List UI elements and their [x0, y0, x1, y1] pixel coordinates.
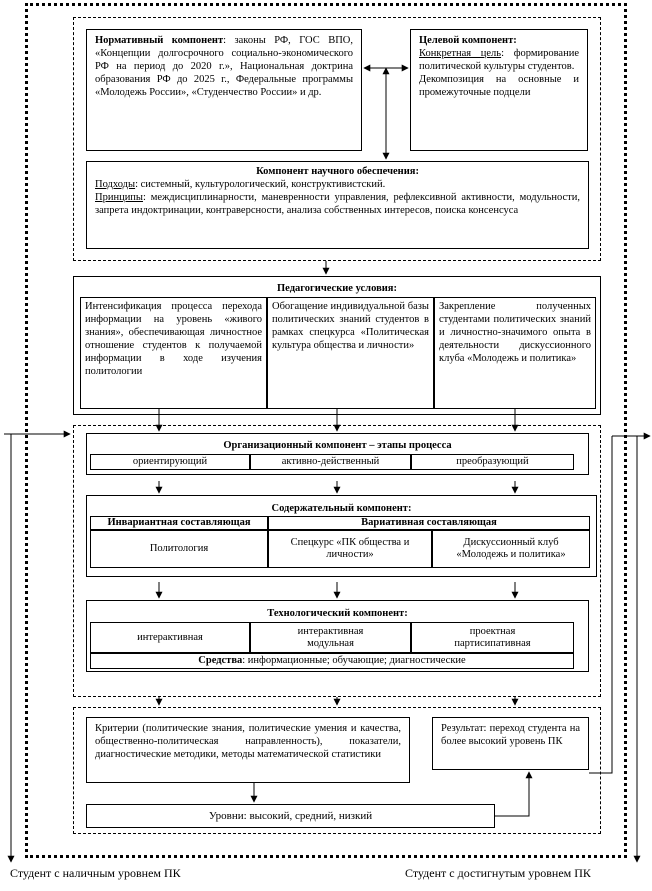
footer-student-achieved-level: Студент с достигнутым уровнем ПК [405, 866, 591, 880]
science-approaches-text: : системный, культурологический, конструктивистский. [135, 179, 386, 190]
invariant-header: Инвариантная составляющая [90, 516, 268, 530]
footer-student-initial-level: Студент с наличным уровнем ПК [10, 866, 181, 880]
variative-item-discussion-club: Дискуссионный клуб «Молодежь и политика» [432, 530, 590, 568]
levels-text: Уровни: высокий, средний, низкий [208, 810, 373, 822]
condition-item-2: Обогащение индивидуальной базы политических знаний студентов в рамках спецкурса «Политическая культура общества и личности» [267, 297, 434, 409]
science-title: Компонент научного обеспечения: [256, 166, 419, 177]
method-interactive: интерактивная [90, 622, 250, 653]
normative-title: Нормативный компонент [95, 35, 224, 46]
means-label: Средства [198, 655, 243, 666]
stage-active: активно-действенный [250, 454, 411, 470]
target-goal-label: Конкретная цель [419, 48, 502, 59]
organizational-title: Организационный компонент – этапы процесса [223, 440, 452, 451]
target-decomposition: Декомпозиция на основные и промежуточные подцели [419, 74, 579, 98]
result-text: Результат: переход студента на более высокий уровень ПК [441, 723, 580, 747]
conditions-title: Педагогические условия: [277, 283, 397, 294]
line-result-to-right [589, 436, 612, 773]
technological-title: Технологический компонент: [267, 608, 408, 619]
stage-transforming: преобразующий [411, 454, 574, 470]
science-approaches-label: Подходы [95, 179, 136, 190]
stage-orienting: ориентирующий [90, 454, 250, 470]
arrow-levels-to-result [495, 772, 529, 816]
invariant-item-politology: Политология [90, 530, 268, 568]
normative-text: : законы РФ, ГОС ВПО, «Концепции долгосрочного социально-экономического РФ на период до 2020 г.», Национальная доктрина образования РФ до 2025 г., Федеральные программы «Молодежь России», «Студенчество России» и др. [95, 35, 353, 98]
condition-item-3: Закрепление полученных студентами политических знаний и личностно-значимого опыта в деятельности дискуссионного клуба «Молодежь и политика» [434, 297, 596, 409]
target-title: Целевой компонент: [419, 35, 517, 46]
variative-header: Вариативная составляющая [268, 516, 590, 530]
criteria-text: Критерии (политические знания, политические умения и качества, общественно-политическая направленность), показатели, диагностические методики, методы математической статистики [95, 723, 401, 760]
target-goal-text: : формирование политической культуры студентов. [419, 48, 579, 72]
content-title: Содержательный компонент: [271, 503, 412, 514]
science-principles-label: Принципы [95, 192, 143, 203]
method-interactive-modular: интерактивная модульная [250, 622, 411, 653]
means-text: : информационные; обучающие; диагностические [242, 655, 466, 666]
condition-item-1: Интенсификация процесса перехода информации на уровень «живого знания», обеспечивающая личностное отношение студентов к получаемой информации в ходе изучения политологии [80, 297, 267, 409]
science-principles-text: : междисциплинарности, маневренности управления, рефлексивной активности, модульности, запрета индоктринации, контраверсности, анализа собственных интересов, поиска консенсуса [95, 192, 580, 216]
variative-item-special-course: Спецкурс «ПК общества и личности» [268, 530, 432, 568]
method-project-participatory: проектная партисипативная [411, 622, 574, 653]
